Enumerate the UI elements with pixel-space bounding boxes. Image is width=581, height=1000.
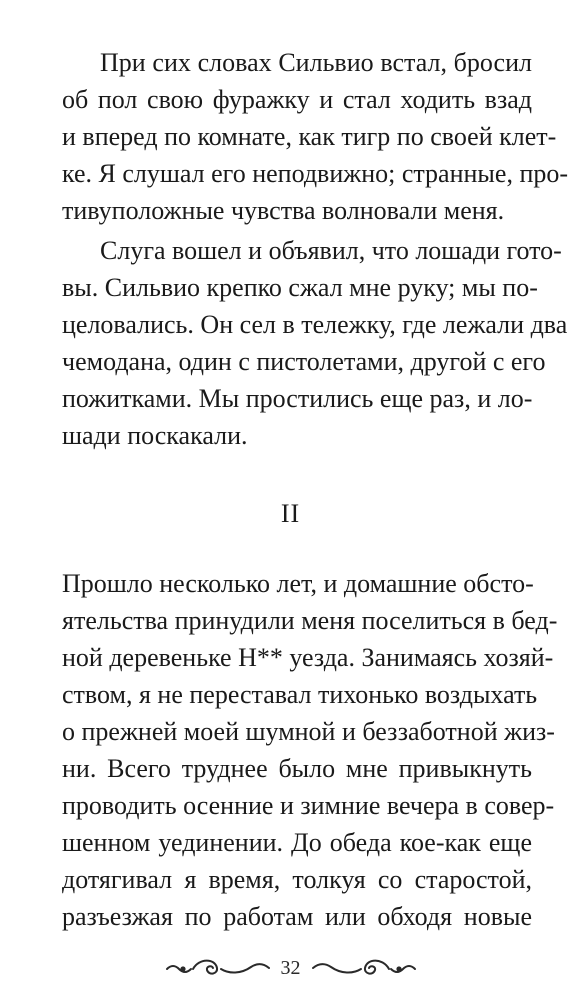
text-line: Слуга вошел и объявил, что лошади гото- bbox=[100, 236, 562, 265]
text-line: о прежней моей шумной и беззаботной жиз- bbox=[62, 717, 555, 746]
text-line: ной деревеньке Н** уезда. Занимаясь хозяй- bbox=[62, 643, 554, 672]
text-line: об пол свою фуражку и стал ходить взад bbox=[62, 85, 532, 114]
text-line: чемодана, один с пистолетами, другой с его bbox=[62, 347, 546, 376]
text-line: пожитками. Мы простились еще раз, и ло- bbox=[62, 384, 533, 413]
text-line: ятельства принудили меня поселиться в бед- bbox=[62, 606, 558, 635]
chapter-heading: II bbox=[280, 499, 301, 528]
text-line: шенном уединении. До обеда кое-как еще bbox=[62, 828, 532, 857]
text-line: проводить осенние и зимние вечера в совер- bbox=[62, 791, 555, 820]
text-line: целовались. Он сел в тележку, где лежали два bbox=[62, 310, 568, 339]
text-line: вы. Сильвио крепко сжал мне руку; мы по- bbox=[62, 273, 538, 302]
text-line: шади поскакали. bbox=[62, 421, 248, 450]
swirl-ornament-icon bbox=[309, 954, 419, 982]
page-footer bbox=[0, 948, 581, 988]
text-line: ни. Всего труднее было мне привыкнуть bbox=[62, 754, 532, 783]
text-line: тивуположные чувства волновали меня. bbox=[62, 196, 505, 225]
text-line: При сих словах Сильвио встал, бросил bbox=[100, 48, 532, 77]
page-number: 32 bbox=[280, 957, 301, 979]
text-line: ством, я не переставал тихонько воздыхать bbox=[62, 680, 538, 709]
swirl-ornament-icon bbox=[163, 954, 273, 982]
text-line: Прошло несколько лет, и домашние обсто- bbox=[62, 569, 534, 598]
text-line: дотягивал я время, толкуя со старостой, bbox=[62, 865, 532, 894]
text-line: ке. Я слушал его неподвижно; странные, про- bbox=[62, 159, 569, 188]
text-line: и вперед по комнате, как тигр по своей клет- bbox=[62, 122, 557, 151]
text-line: разъезжая по работам или обходя новые bbox=[62, 902, 532, 931]
